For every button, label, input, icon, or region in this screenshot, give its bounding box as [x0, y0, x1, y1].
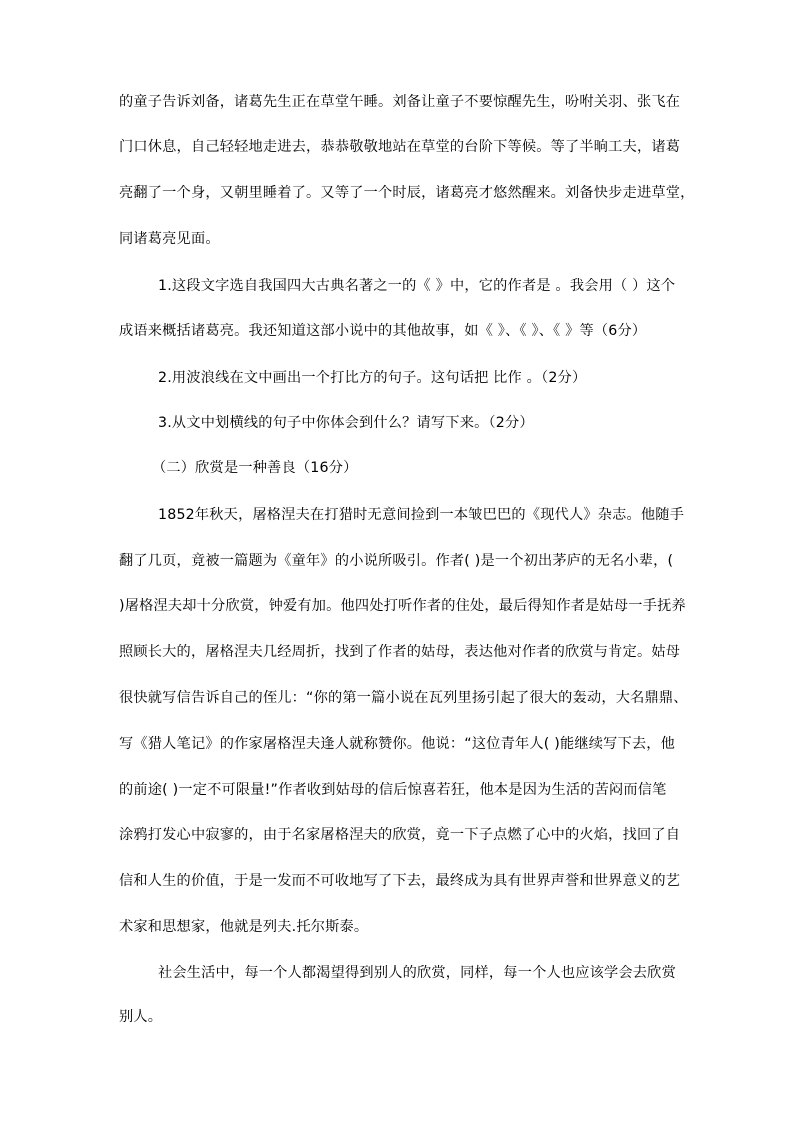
question-1: 1.这段文字选自我国四大古典名著之一的《 》中，它的作者是 。我会用（ ）这个 — [158, 278, 676, 294]
text-line: 1852年秋天，屠格涅夫在打猎时无意间捡到一本皱巴巴的《现代人》杂志。他随手 — [158, 507, 685, 523]
text-line: 的前途( )一定不可限量!”作者收到姑母的信后惊喜若狂，他本是因为生活的苦闷而信笔 — [119, 782, 667, 798]
text-line: 涂鸦打发心中寂寥的，由于名家屠格涅夫的欣赏，竟一下子点燃了心中的火焰，找回了自 — [119, 827, 681, 843]
question-1-cont: 成语来概括诸葛亮。我还知道这部小说中的其他故事，如《 》、《 》、《 》等（6分） — [119, 323, 647, 339]
text-line: 照顾长大的，屠格涅夫几经周折，找到了作者的姑母，表达他对作者的欣赏与肯定。姑母 — [119, 644, 681, 660]
question-3: 3.从文中划横线的句子中你体会到什么？请写下来。（2分） — [158, 415, 534, 431]
text-line: 亮翻了一个身，又朝里睡着了。又等了一个时辰，诸葛亮才悠然醒来。刘备快步走进草堂， — [119, 185, 695, 201]
section-title: （二）欣赏是一种善良（16分） — [152, 460, 358, 476]
text-line: 很快就写信告诉自己的侄儿：“你的第一篇小说在瓦列里扬引起了很大的轰动，大名鼎鼎、 — [119, 690, 688, 706]
closing-line: 社会生活中，每一个人都渴望得到别人的欣赏，同样，每一个人也应该学会去欣赏 — [158, 965, 676, 981]
text-line: 门口休息，自己轻轻地走进去，恭恭敬敬地站在草堂的台阶下等候。等了半晌工夫，诸葛 — [119, 139, 681, 155]
closing-line: 别人。 — [119, 1009, 163, 1025]
text-line: )屠格涅夫却十分欣赏，钟爱有加。他四处打听作者的住处，最后得知作者是姑母一手抚养 — [119, 598, 686, 614]
text-line: 同诸葛亮见面。 — [119, 231, 220, 247]
text-line: 翻了几页，竟被一篇题为《童年》的小说所吸引。作者( )是一个初出茅庐的无名小辈，( — [119, 553, 674, 569]
text-line: 信和人生的价值，于是一发而不可收地写了下去，最终成为具有世界声誉和世界意义的艺 — [119, 873, 681, 889]
text-line: 术家和思想家，他就是列夫.托尔斯泰。 — [119, 919, 369, 935]
question-2: 2.用波浪线在文中画出一个打比方的句子。这句话把 比作 。（2分） — [158, 370, 587, 386]
text-line: 的童子告诉刘备，诸葛先生正在草堂午睡。刘备让童子不要惊醒先生，吩咐关羽、张飞在 — [119, 94, 681, 110]
text-line: 写《猎人笔记》的作家屠格涅夫逢人就称赞你。他说：“这位青年人( )能继续写下去，他 — [119, 736, 676, 752]
